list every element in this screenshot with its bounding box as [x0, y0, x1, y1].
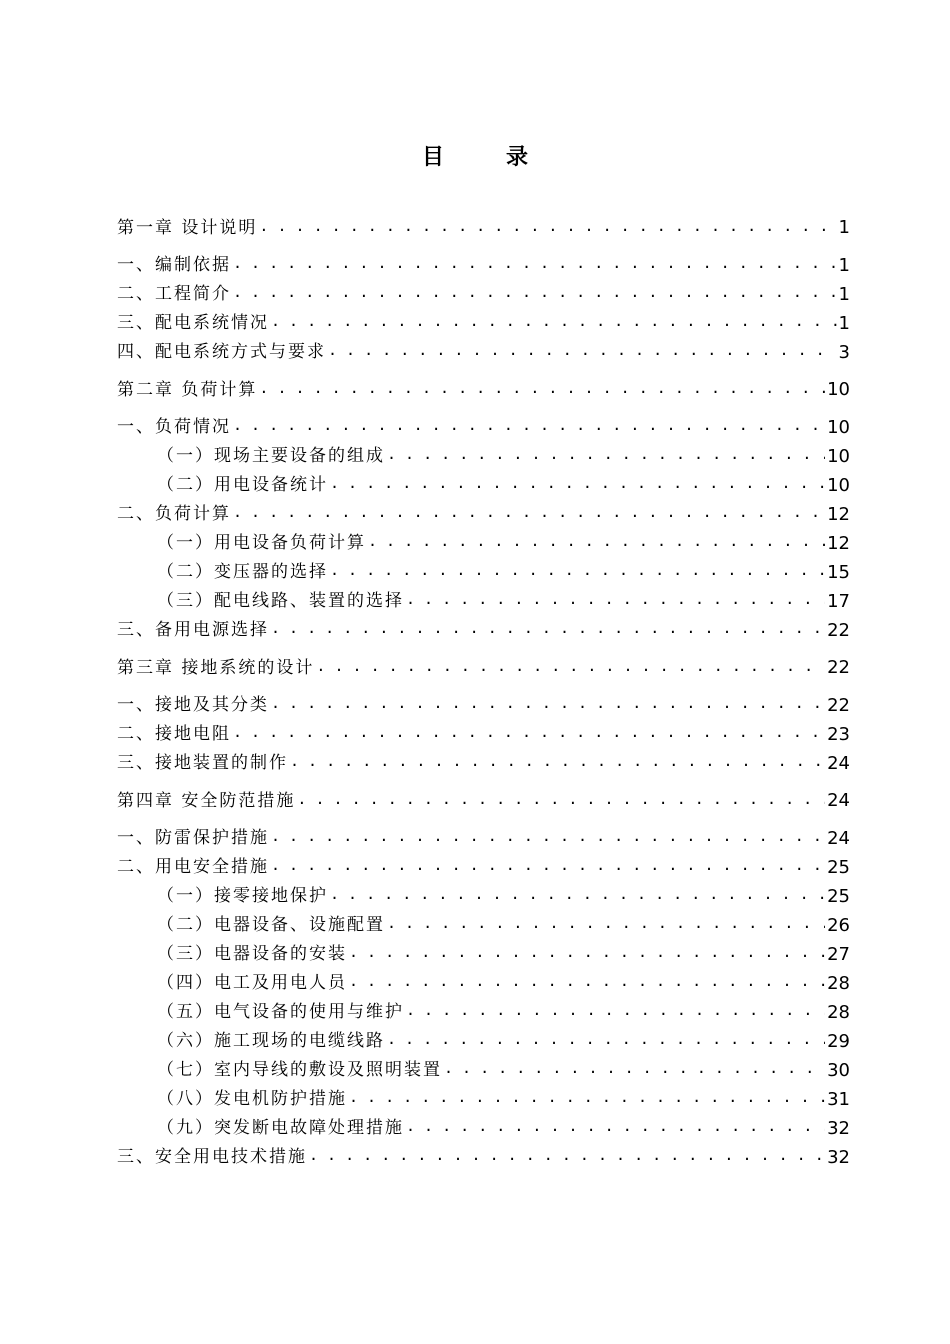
toc-page-number: 30	[827, 1060, 850, 1081]
toc-entry-title: （二）电器设备、设施配置	[157, 915, 385, 935]
toc-dot-leader	[233, 498, 825, 527]
toc-chapter-entry[interactable]	[117, 786, 850, 816]
toc-entry-title: 一、接地及其分类	[117, 695, 269, 715]
toc-page-number: 23	[827, 724, 850, 745]
toc-entry-title: 二、负荷计算	[117, 504, 231, 524]
toc-page-number: 3	[838, 342, 850, 363]
toc-chapter-entry[interactable]	[117, 653, 850, 683]
toc-list	[117, 213, 850, 1172]
toc-entry-title: 一、防雷保护措施	[117, 828, 269, 848]
toc-page-number: 32	[827, 1118, 850, 1139]
toc-dot-leader	[233, 278, 837, 307]
toc-entry-title: 四、配电系统方式与要求	[117, 342, 326, 362]
toc-entry-title: 第一章 设计说明	[117, 218, 258, 238]
toc-dot-leader	[259, 373, 825, 403]
toc-dot-leader	[271, 851, 825, 880]
toc-page-number: 10	[827, 417, 850, 438]
toc-section-entry[interactable]	[117, 413, 850, 442]
toc-dot-leader	[297, 784, 825, 814]
toc-subsection-entry[interactable]	[117, 587, 850, 616]
toc-page-number: 24	[827, 753, 850, 774]
toc-section-entry[interactable]	[117, 720, 850, 749]
toc-dot-leader	[349, 1083, 825, 1112]
toc-page-number: 24	[827, 828, 850, 849]
toc-dot-leader	[349, 967, 825, 996]
toc-subsection-entry[interactable]	[117, 471, 850, 500]
toc-entry-title: （三）配电线路、装置的选择	[157, 591, 404, 611]
toc-section-entry[interactable]	[117, 309, 850, 338]
toc-subsection-entry[interactable]	[117, 529, 850, 558]
toc-entry-title: （二）用电设备统计	[157, 475, 328, 495]
toc-page-number: 12	[827, 504, 850, 525]
toc-dot-leader	[368, 527, 825, 556]
toc-page-number: 1	[838, 284, 850, 305]
toc-subsection-entry[interactable]	[117, 940, 850, 969]
toc-section-entry[interactable]	[117, 338, 850, 367]
toc-page-number: 22	[827, 695, 850, 716]
toc-entry-title: （九）突发断电故障处理措施	[157, 1118, 404, 1138]
toc-dot-leader	[387, 440, 825, 469]
toc-page-number: 22	[827, 620, 850, 641]
toc-section-entry[interactable]	[117, 824, 850, 853]
toc-page-number: 12	[827, 533, 850, 554]
toc-dot-leader	[330, 556, 825, 585]
toc-section-entry[interactable]	[117, 1143, 850, 1172]
toc-page-number: 10	[827, 379, 850, 400]
toc-subsection-entry[interactable]	[117, 1056, 850, 1085]
toc-entry-title: （一）用电设备负荷计算	[157, 533, 366, 553]
toc-chapter-entry[interactable]	[117, 213, 850, 243]
toc-page-number: 1	[838, 255, 850, 276]
toc-dot-leader	[233, 718, 825, 747]
toc-page-number: 32	[827, 1147, 850, 1168]
toc-page-number: 1	[838, 313, 850, 334]
toc-entry-title: （一）接零接地保护	[157, 886, 328, 906]
toc-dot-leader	[271, 614, 825, 643]
toc-section-entry[interactable]	[117, 749, 850, 778]
toc-page-number: 28	[827, 973, 850, 994]
toc-dot-leader	[406, 1112, 825, 1141]
toc-subsection-entry[interactable]	[117, 1114, 850, 1143]
toc-subsection-entry[interactable]	[117, 969, 850, 998]
toc-dot-leader	[233, 411, 825, 440]
toc-title: 目 录	[421, 145, 548, 170]
toc-entry-title: 三、配电系统情况	[117, 313, 269, 333]
toc-subsection-entry[interactable]	[117, 442, 850, 471]
toc-subsection-entry[interactable]	[117, 911, 850, 940]
toc-dot-leader	[271, 822, 825, 851]
toc-entry-title: 三、安全用电技术措施	[117, 1147, 307, 1167]
toc-section-entry[interactable]	[117, 251, 850, 280]
toc-page-number: 15	[827, 562, 850, 583]
toc-dot-leader	[290, 747, 825, 776]
toc-dot-leader	[349, 938, 825, 967]
toc-page-number: 29	[827, 1031, 850, 1052]
toc-entry-title: 一、编制依据	[117, 255, 231, 275]
toc-page-number: 10	[827, 446, 850, 467]
toc-dot-leader	[406, 585, 825, 614]
toc-subsection-entry[interactable]	[117, 1027, 850, 1056]
toc-page-number: 25	[827, 886, 850, 907]
toc-page-number: 25	[827, 857, 850, 878]
toc-entry-title: （六）施工现场的电缆线路	[157, 1031, 385, 1051]
toc-subsection-entry[interactable]	[117, 1085, 850, 1114]
toc-entry-title: 三、接地装置的制作	[117, 753, 288, 773]
toc-page-number: 26	[827, 915, 850, 936]
toc-dot-leader	[233, 249, 837, 278]
toc-dot-leader	[387, 1025, 825, 1054]
toc-entry-title: 第三章 接地系统的设计	[117, 658, 315, 678]
toc-page-number: 24	[827, 790, 850, 811]
toc-page-number: 17	[827, 591, 850, 612]
toc-entry-title: （一）现场主要设备的组成	[157, 446, 385, 466]
toc-chapter-entry[interactable]	[117, 375, 850, 405]
toc-dot-leader	[328, 336, 837, 365]
toc-section-entry[interactable]	[117, 691, 850, 720]
toc-page-number: 28	[827, 1002, 850, 1023]
toc-entry-title: （四）电工及用电人员	[157, 973, 347, 993]
toc-dot-leader	[406, 996, 825, 1025]
toc-dot-leader	[271, 307, 837, 336]
toc-entry-title: 第二章 负荷计算	[117, 380, 258, 400]
toc-dot-leader	[330, 469, 825, 498]
toc-subsection-entry[interactable]	[117, 998, 850, 1027]
toc-entry-title: （七）室内导线的敷设及照明装置	[157, 1060, 442, 1080]
toc-page-number: 31	[827, 1089, 850, 1110]
toc-page-number: 27	[827, 944, 850, 965]
toc-dot-leader	[387, 909, 825, 938]
toc-dot-leader	[309, 1141, 825, 1170]
toc-dot-leader	[444, 1054, 825, 1083]
toc-subsection-entry[interactable]	[117, 558, 850, 587]
toc-entry-title: （五）电气设备的使用与维护	[157, 1002, 404, 1022]
toc-entry-title: （八）发电机防护措施	[157, 1089, 347, 1109]
toc-entry-title: 二、用电安全措施	[117, 857, 269, 877]
toc-entry-title: （三）电器设备的安装	[157, 944, 347, 964]
toc-section-entry[interactable]	[117, 280, 850, 309]
toc-entry-title: 二、工程简介	[117, 284, 231, 304]
toc-entry-title: 三、备用电源选择	[117, 620, 269, 640]
toc-dot-leader	[330, 880, 825, 909]
toc-dot-leader	[271, 689, 825, 718]
toc-dot-leader	[259, 211, 836, 241]
toc-entry-title: 二、接地电阻	[117, 724, 231, 744]
toc-section-entry[interactable]	[117, 616, 850, 645]
toc-page-number: 1	[838, 217, 850, 238]
toc-subsection-entry[interactable]	[117, 882, 850, 911]
toc-entry-title: （二）变压器的选择	[157, 562, 328, 582]
toc-section-entry[interactable]	[117, 853, 850, 882]
toc-page-number: 10	[827, 475, 850, 496]
toc-section-entry[interactable]	[117, 500, 850, 529]
toc-entry-title: 一、负荷情况	[117, 417, 231, 437]
toc-dot-leader	[316, 651, 825, 681]
toc-page-number: 22	[827, 657, 850, 678]
toc-entry-title: 第四章 安全防范措施	[117, 791, 296, 811]
